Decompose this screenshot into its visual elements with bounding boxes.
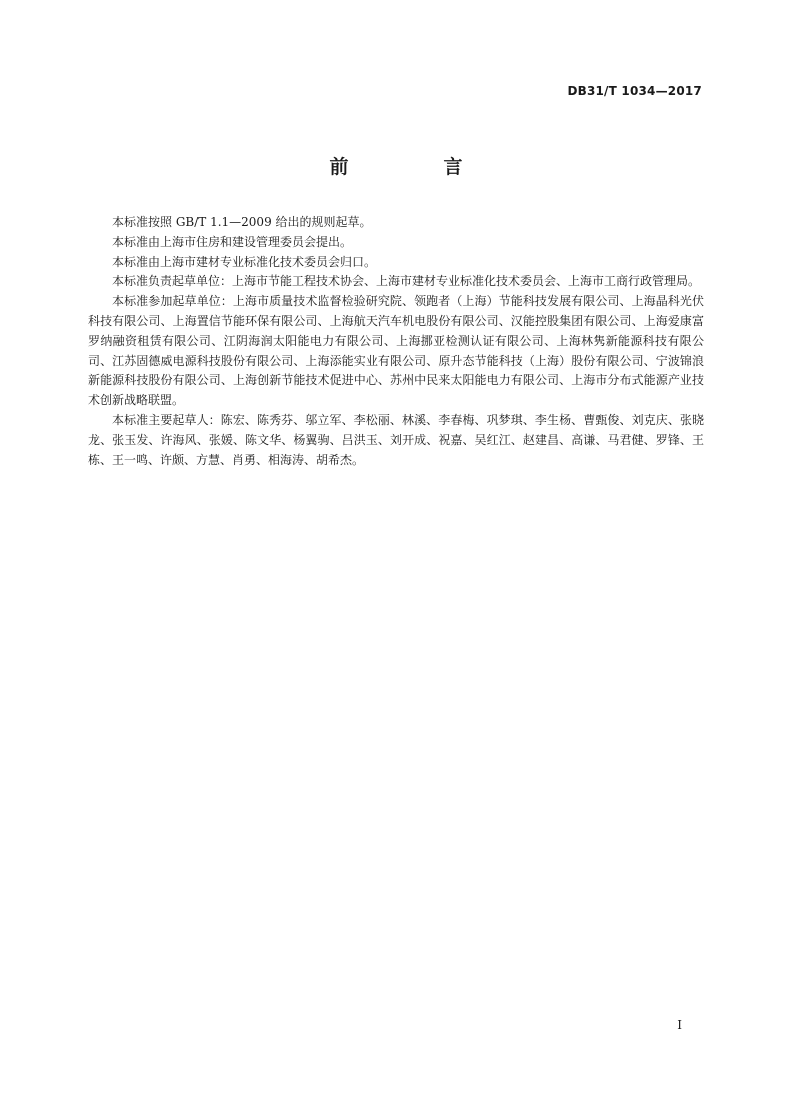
paragraph-main-drafters: 本标准主要起草人：陈宏、陈秀芬、邬立军、李松丽、林溪、李春梅、巩梦琪、李生杨、曹甄俊、刘克庆、张晓龙、张玉发、许海风、张媛、陈文华、杨翼驹、吕洪玉、刘开成、祝嘉、吴红江、赵建昌、高谦、马君健、罗锋、王栋、王一鸣、许颇、方慧、肖勇、相海涛、胡希杰。 (88, 412, 704, 467)
paragraph-responsible-committee: 本标准由上海市建材专业标准化技术委员会归口。 (112, 254, 377, 269)
paragraph-lead-drafting-units: 本标准负责起草单位：上海市节能工程技术协会、上海市建材专业标准化技术委员会、上海市工商行政管理局。 (112, 274, 701, 289)
foreword-body (88, 213, 704, 470)
page-title: 前 言 (329, 156, 501, 178)
page-number: I (677, 1018, 682, 1032)
document-code: DB31/T 1034—2017 (567, 84, 702, 98)
paragraph-participating-units: 本标准参加起草单位：上海市质量技术监督检验研究院、领跑者（上海）节能科技发展有限公司、上海晶科光伏科技有限公司、上海置信节能环保有限公司、上海航天汽车机电股份有限公司、汉能控股集团有限公司、上海爱康富罗纳融资租赁有限公司、江阴海润太阳能电力有限公司、上海挪亚检测认证有限公司、上海林隽新能源科技有限公司、江苏固德威电源科技股份有限公司、上海添能实业有限公司、原升态节能科技（上海）股份有限公司、宁波锦浪新能源科技股份有限公司、上海创新节能技术促进中心、苏州中民来太阳能电力有限公司、上海市分布式能源产业技术创新战略联盟。 (88, 294, 704, 408)
paragraph-drafting-rules: 本标准按照 GB/T 1.1—2009 给出的规则起草。 (112, 215, 372, 229)
paragraph-proposer: 本标准由上海市住房和建设管理委员会提出。 (112, 234, 353, 249)
